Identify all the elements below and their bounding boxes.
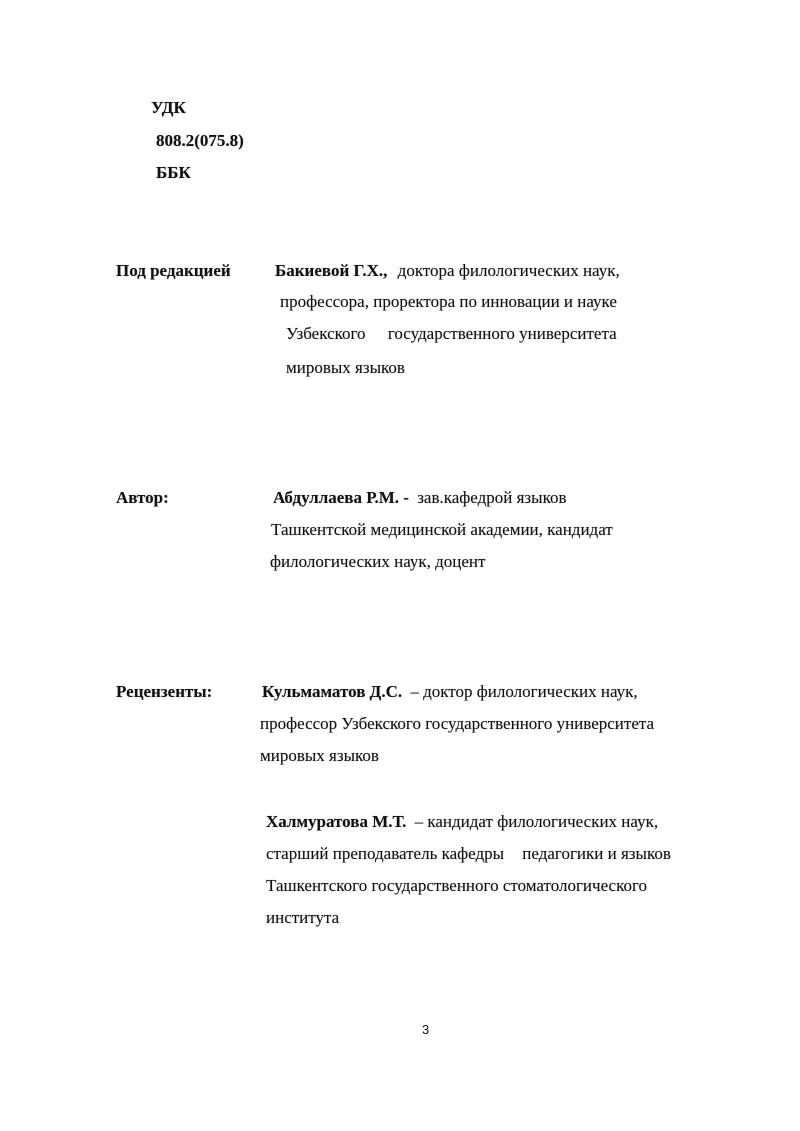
editor-line-1-rest: доктора филологических наук, [397, 261, 620, 280]
editor-line-3 [286, 324, 617, 344]
reviewer-1-line-1 [262, 682, 638, 702]
reviewer-2-line-1-rest: – кандидат филологических наук, [414, 812, 659, 831]
editor-line-1 [275, 261, 620, 281]
author-line-2: Ташкентской медицинской академии, кандидат [271, 520, 613, 539]
editor-line-2: профессора, проректора по инновации и науке [280, 292, 617, 311]
editor-name: Бакиевой Г.Х., [275, 261, 388, 280]
bbk-label: ББК [156, 163, 191, 182]
reviewers-label: Рецензенты: [116, 682, 213, 701]
page-number: 3 [422, 1022, 430, 1037]
reviewer-2-line-2-part-2: педагогики и языков [522, 844, 671, 863]
reviewer-2-name: Халмуратова М.Т. [266, 812, 407, 831]
reviewer-1-line-3: мировых языков [260, 746, 379, 765]
author-line-3: филологических наук, доцент [270, 552, 486, 571]
reviewer-2-line-2-part-1: старший преподаватель кафедры [266, 844, 505, 863]
reviewer-2-line-3: Ташкентского государственного стоматологического [266, 876, 648, 895]
editor-label: Под редакцией [116, 261, 231, 280]
reviewer-2-line-2 [266, 844, 671, 864]
author-label: Автор: [116, 488, 169, 507]
reviewer-2-line-4: института [266, 908, 340, 927]
reviewer-1-line-2: профессор Узбекского государственного университета [260, 714, 655, 733]
author-line-1-rest: зав.кафедрой языков [417, 488, 567, 507]
reviewer-2-line-1 [266, 812, 658, 832]
reviewer-1-line-1-rest: – доктор филологических наук, [410, 682, 638, 701]
udk-value: 808.2(075.8) [156, 131, 244, 150]
udk-label: УДК [151, 98, 186, 117]
editor-line-3-part-2: государственного университета [387, 324, 617, 343]
author-name: Абдуллаева Р.М. - [273, 488, 409, 507]
editor-line-3-part-1: Узбекского [286, 324, 366, 343]
editor-line-4: мировых языков [286, 358, 405, 377]
reviewer-1-name: Кульмаматов Д.С. [262, 682, 403, 701]
author-line-1 [273, 488, 567, 508]
